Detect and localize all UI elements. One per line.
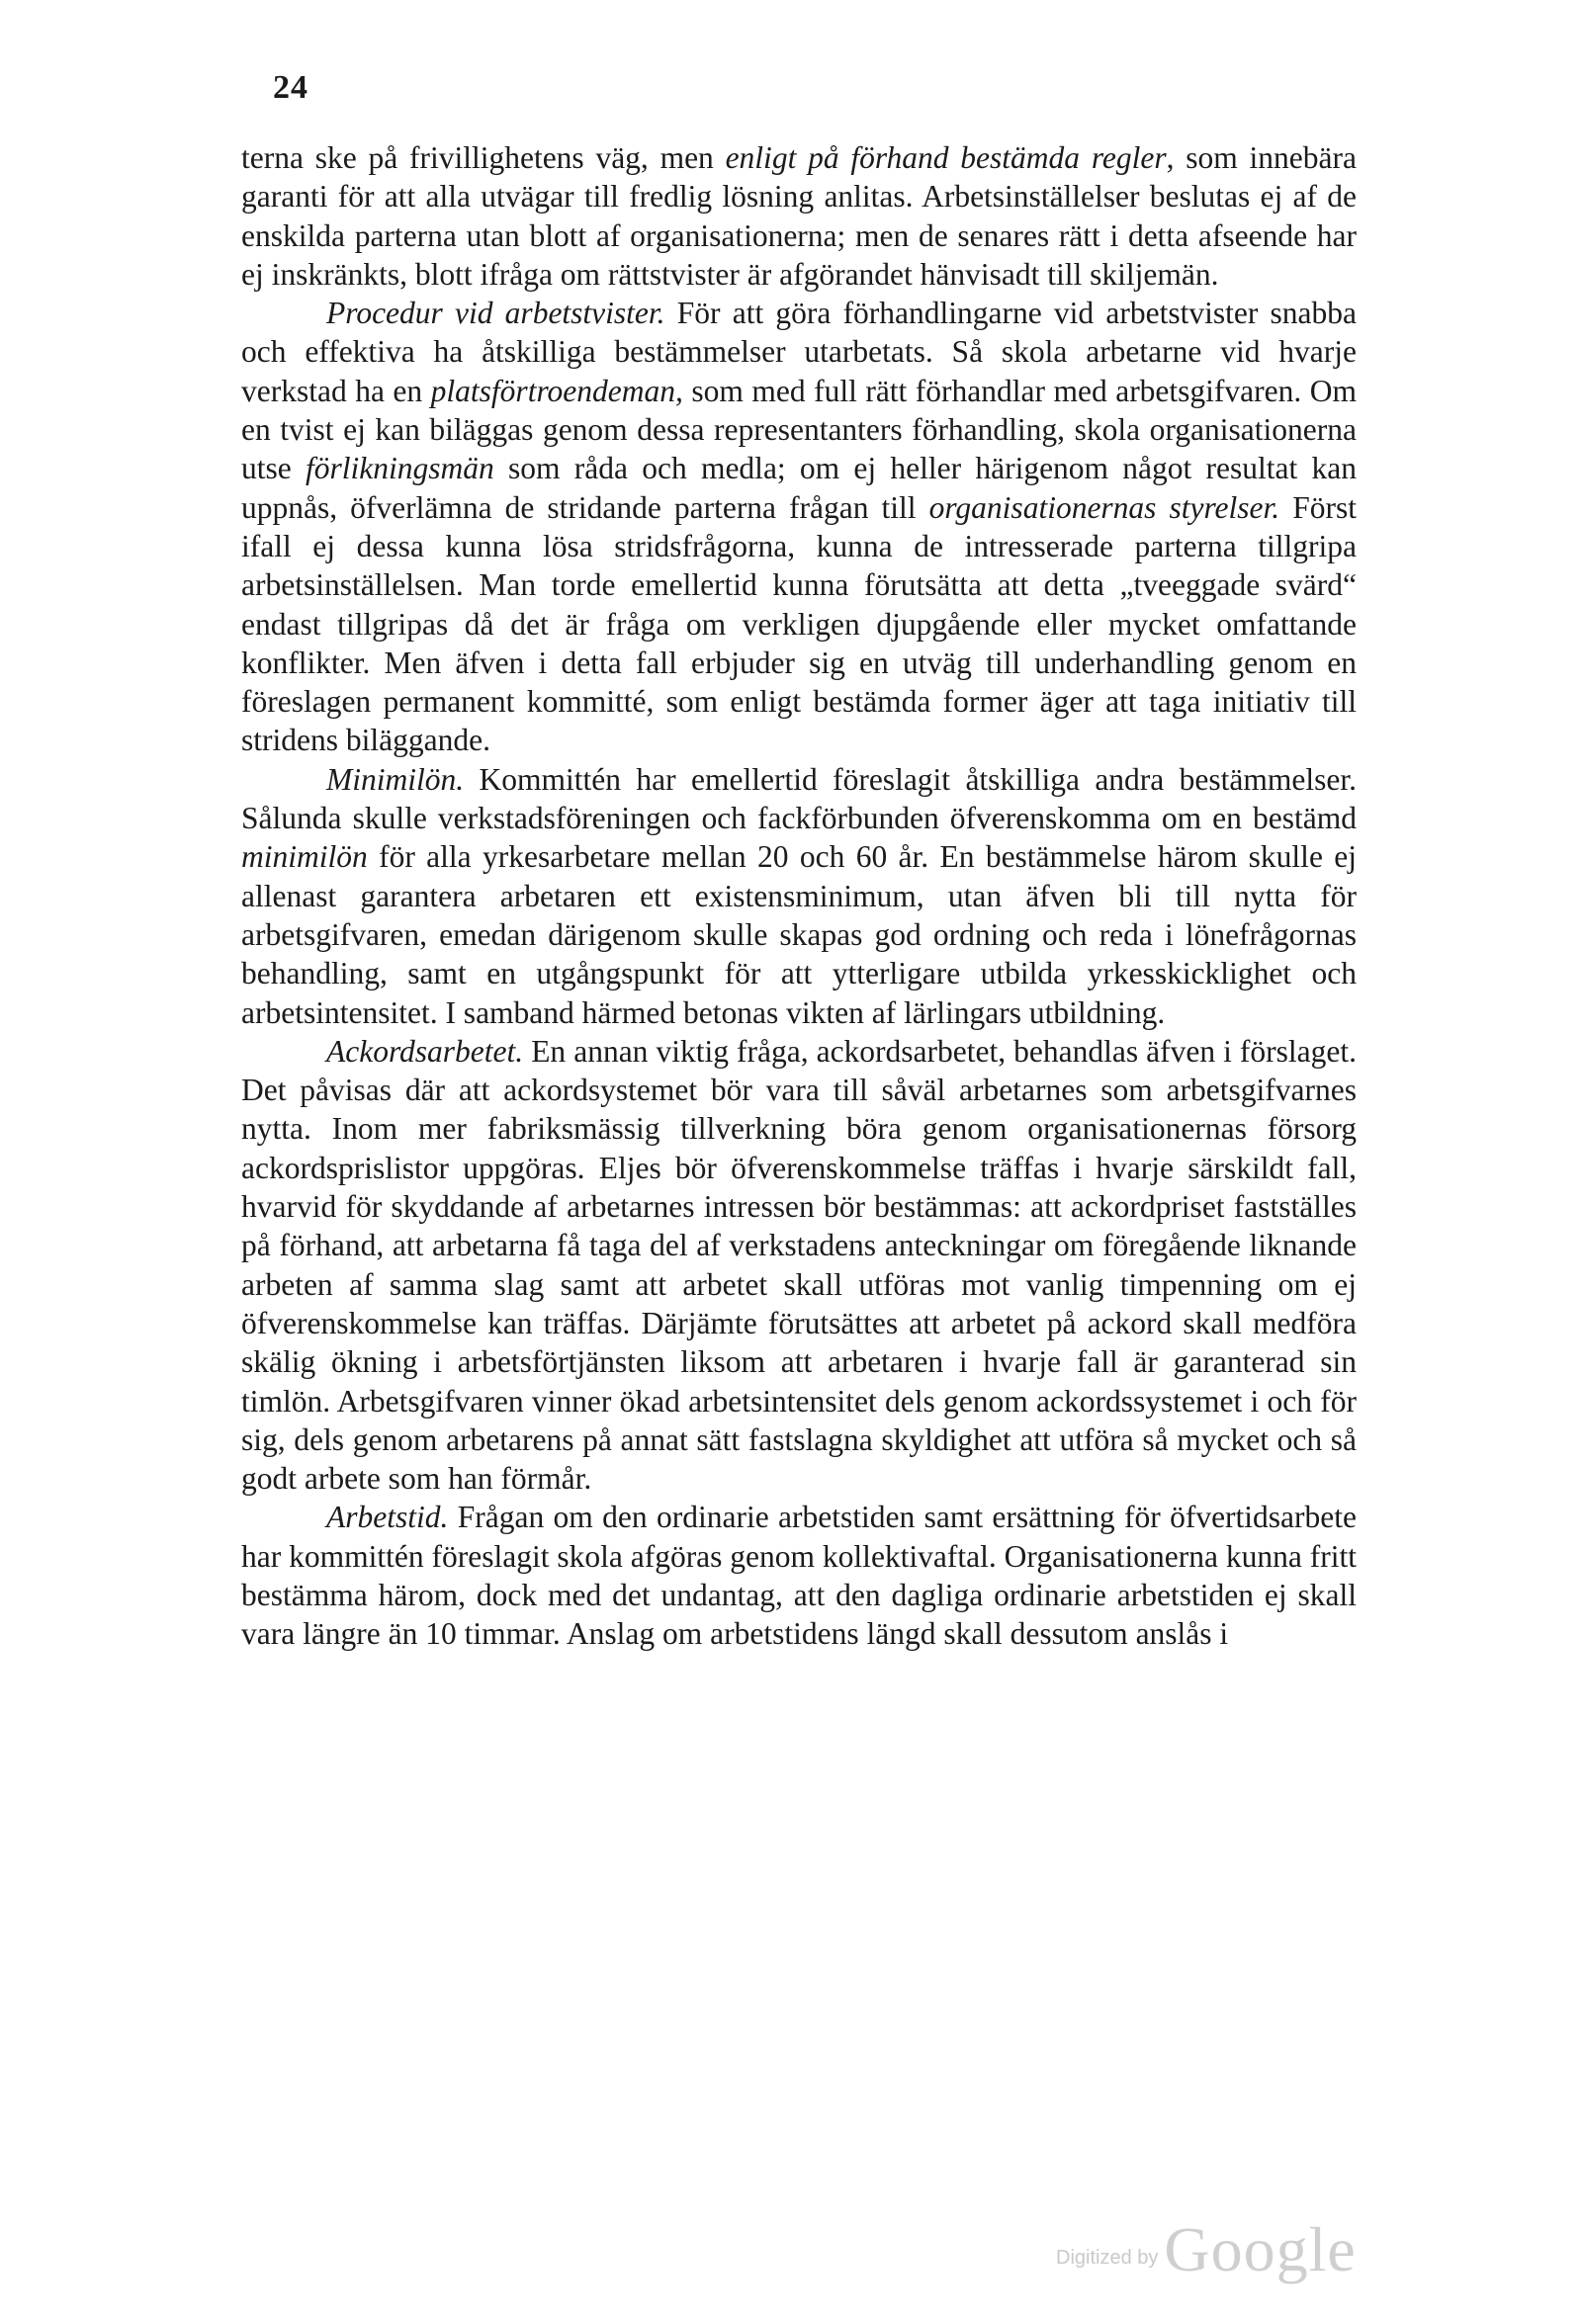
paragraph — [241, 1032, 1357, 1499]
paragraph — [241, 760, 1357, 1032]
google-logo: Google — [1164, 2214, 1357, 2284]
italic-text: Procedur vid arbetstvister. — [326, 296, 665, 331]
italic-text: Arbetstid. — [326, 1500, 449, 1535]
text-run: som råda och medla; om ej heller härigenom något resultat kan uppnås, öfverlämna de stridande parterna frågan till — [241, 451, 1357, 525]
italic-text: Ackordsarbetet. — [326, 1033, 524, 1069]
text-run: terna ske på frivillighetens väg, men — [241, 140, 726, 175]
italic-text: platsförtroendeman, — [430, 373, 683, 408]
text-run: Kommittén har emellertid föreslagit åtskilliga andra bestämmelser. Sålunda skulle verkstadsföreningen och fackförbunden öfverenskomma om en bestämd — [241, 761, 1357, 836]
paragraph — [241, 1498, 1357, 1653]
paragraph — [241, 138, 1357, 294]
text-run: För att göra förhandlingarne vid arbetstvister snabba och effektiva ha åtskilliga bestämmelser utarbetats. Så skola arbetarne vid hvarje verkstad ha en — [241, 296, 1357, 408]
watermark-prefix: Digitized by — [1056, 2247, 1159, 2269]
body-text — [241, 138, 1357, 1654]
text-run: Frågan om den ordinarie arbetstiden samt ersättning för öfvertidsarbete har kommittén föreslagit skola afgöras genom kollektivaftal. Organisationerna kunna fritt bestämma härom, dock med det undantag, att den dagliga ordinarie arbetstiden ej skall vara längre än 10 timmar. Anslag om arbetstidens längd skall dessutom anslås i — [241, 1500, 1357, 1652]
text-run: , som innebära garanti för att alla utvägar till fredlig lösning anlitas. Arbetsinställelser beslutas ej af de enskilda parterna utan blott af organisationerna; men de senares rätt i detta afseende har ej inskränkts, blott ifråga om rättstvister är afgörandet hänvisadt till skiljemän. — [241, 140, 1357, 292]
page-number: 24 — [273, 69, 308, 106]
italic-text: organisationernas styrelser. — [928, 489, 1280, 525]
text-run: som med full rätt förhandlar med arbetsgifvaren. Om en tvist ej kan biläggas genom dessa representanters förhandling, skola organisationerna utse — [241, 373, 1357, 486]
italic-text: förlikningsmän — [306, 451, 494, 486]
text-run: för alla yrkesarbetare mellan 20 och 60 år. En bestämmelse härom skulle ej allenast garantera arbetaren ett existensminimum, utan äfven bli till nytta för arbetsgifvaren, emedan därigenom skulle skapas god ordning och reda i lönefrågornas behandling, samt en utgångspunkt för att ytterligare utbilda yrkesskicklighet och arbetsintensitet. I samband härmed betonas vikten af lärlingars utbildning. — [241, 839, 1357, 1030]
italic-text: minimilön — [241, 839, 368, 875]
paragraph — [241, 294, 1357, 760]
italic-text: Minimilön. — [326, 761, 465, 797]
text-run: En annan viktig fråga, ackordsarbetet, behandlas äfven i förslaget. Det påvisas där att ackordsystemet bör vara till såväl arbetarnes som arbetsgifvarnes nytta. Inom mer fabriksmässig tillverkning böra genom organisationernas försorg ackordsprislistor uppgöras. Eljes bör öfverenskommelse träffas i hvarje särskildt fall, hvarvid för skyddande af arbetarnes intressen bör bestämmas: att ackordpriset fastställes på förhand, att arbetarna få taga del af verkstadens anteckningar om föregående liknande arbeten af samma slag samt att arbetet skall utföras mot vanlig timpenning om ej öfverenskommelse kan träffas. Därjämte förutsättes att arbetet på ackord skall medföra skälig ökning i arbetsförtjänsten liksom att arbetaren i hvarje fall är garanterad sin timlön. Arbetsgifvaren vinner ökad arbetsintensitet dels genom ackordssystemet i och för sig, dels genom arbetarens på annat sätt fastslagna skyldighet att utföra så mycket och så godt arbete som han förmår. — [241, 1033, 1357, 1497]
text-run: Först ifall ej dessa kunna lösa stridsfrågorna, kunna de intresserade parterna tillgripa arbetsinställelsen. Man torde emellertid kunna förutsätta att detta „tveeggade svärd“ endast tillgripas då det är fråga om verkligen djupgående eller mycket omfattande konflikter. Men äfven i detta fall erbjuder sig en utväg till underhandling genom en föreslagen permanent kommitté, som enligt bestämda former äger att taga initiativ till stridens biläggande. — [241, 489, 1357, 758]
italic-text: enligt på förhand bestämda regler — [725, 140, 1167, 175]
digitized-watermark — [1056, 2214, 1382, 2284]
